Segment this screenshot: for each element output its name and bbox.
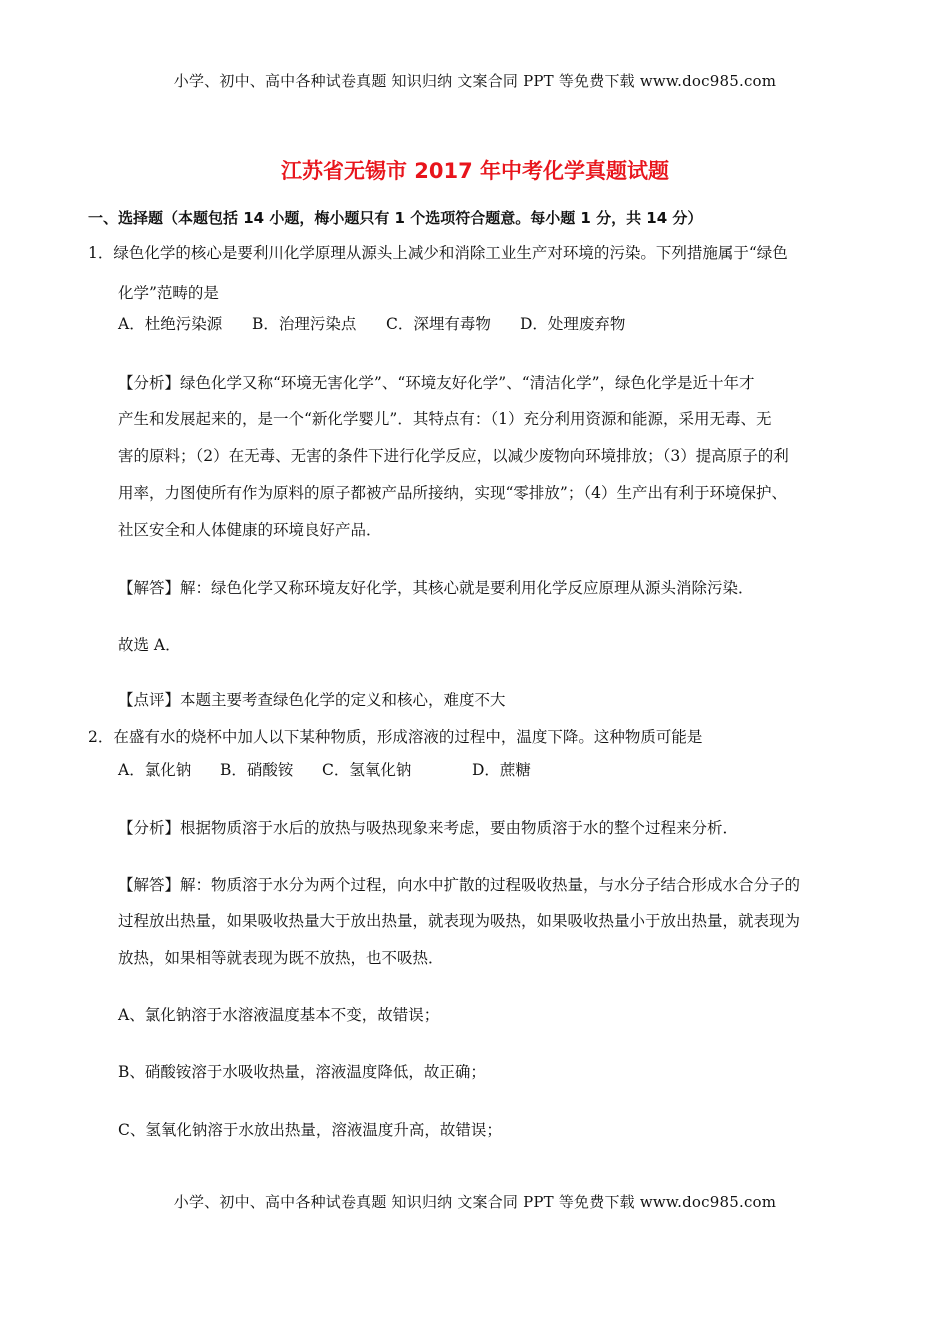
page-title: 江苏省无锡市 2017 年中考化学真题试题 — [280, 159, 670, 183]
q2-stem: 2．在盛有水的烧杯中加人以下某种物质，形成溶液的过程中，温度下降。这种物质可能是 — [88, 728, 703, 746]
q1-analysis-line-5: 社区安全和人体健康的环境良好产品． — [118, 521, 382, 539]
q2-options — [118, 760, 531, 780]
q1-stem-line-1: 1．绿色化学的核心是要利川化学原理从源头上减少和消除工业生产对环境的污染。下列措施属于“绿色 — [88, 244, 788, 262]
page-header: 小学、初中、高中各种试卷真题 知识归纳 文案合同 PPT 等免费下载 www.doc985.com — [173, 72, 777, 90]
q2-explanation-c: C、氢氧化钠溶于水放出热量，溶液温度升高，故错误； — [118, 1121, 502, 1139]
q2-explanation-a: A、氯化钠溶于水溶液温度基本不变，故错误； — [118, 1006, 440, 1024]
q1-comment: 【点评】本题主要考查绿色化学的定义和核心，难度不大 — [118, 691, 506, 709]
q2-answer-line-2: 过程放出热量，如果吸收热量大于放出热量，就表现为吸热，如果吸收热量小于放出热量，就表现为 — [118, 912, 801, 930]
q1-answer: 【解答】解：绿色化学又称环境友好化学，其核心就是要利用化学反应原理从源头消除污染． — [118, 579, 754, 597]
page-footer: 小学、初中、高中各种试卷真题 知识归纳 文案合同 PPT 等免费下载 www.doc985.com — [173, 1193, 777, 1211]
q2-analysis: 【分析】根据物质溶于水后的放热与吸热现象来考虑，要由物质溶于水的整个过程来分析． — [118, 819, 739, 837]
q1-option-d: D．处理废弃物 — [520, 315, 626, 333]
q1-choice: 故选 A． — [118, 636, 181, 654]
q2-answer-line-1: 【解答】解：物质溶于水分为两个过程，向水中扩散的过程吸收热量，与水分子结合形成水合分子的 — [118, 876, 801, 894]
q1-analysis-line-2: 产生和发展起来的，是一个“新化学婴儿”．其特点有：（1）充分利用资源和能源，采用无毒、无 — [118, 410, 772, 428]
q1-option-a: A．杜绝污染源 — [118, 315, 223, 333]
q2-option-d: D．蔗糖 — [472, 761, 531, 779]
q1-option-b: B．治理污染点 — [252, 315, 357, 333]
q2-option-b: B．硝酸铵 — [220, 761, 294, 779]
q2-option-a: A．氯化钠 — [118, 761, 192, 779]
q2-option-c: C．氢氧化钠 — [322, 761, 412, 779]
q2-explanation-b: B、硝酸铵溶于水吸收热量，溶液温度降低，故正确； — [118, 1063, 486, 1081]
section-heading: 一、选择题（本题包括 14 小题，梅小题只有 1 个选项符合题意。每小题 1 分，共 14 分） — [88, 209, 703, 227]
q1-stem-line-2: 化学”范畴的是 — [118, 284, 219, 302]
q1-analysis-line-1: 【分析】绿色化学又称“环境无害化学”、“环境友好化学”、“清洁化学”，绿色化学是近十年才 — [118, 374, 755, 392]
q1-analysis-line-4: 用率，力图使所有作为原料的原子都被产品所接纳，实现“零排放”；（4）生产出有利于环境保护、 — [118, 484, 787, 502]
q1-option-c: C．深埋有毒物 — [386, 315, 491, 333]
q2-answer-line-3: 放热，如果相等就表现为既不放热，也不吸热． — [118, 949, 444, 967]
q1-analysis-line-3: 害的原料；（2）在无毒、无害的条件下进行化学反应，以减少废物向环境排放；（3）提高原子的利 — [118, 447, 789, 465]
q1-options — [118, 314, 625, 334]
